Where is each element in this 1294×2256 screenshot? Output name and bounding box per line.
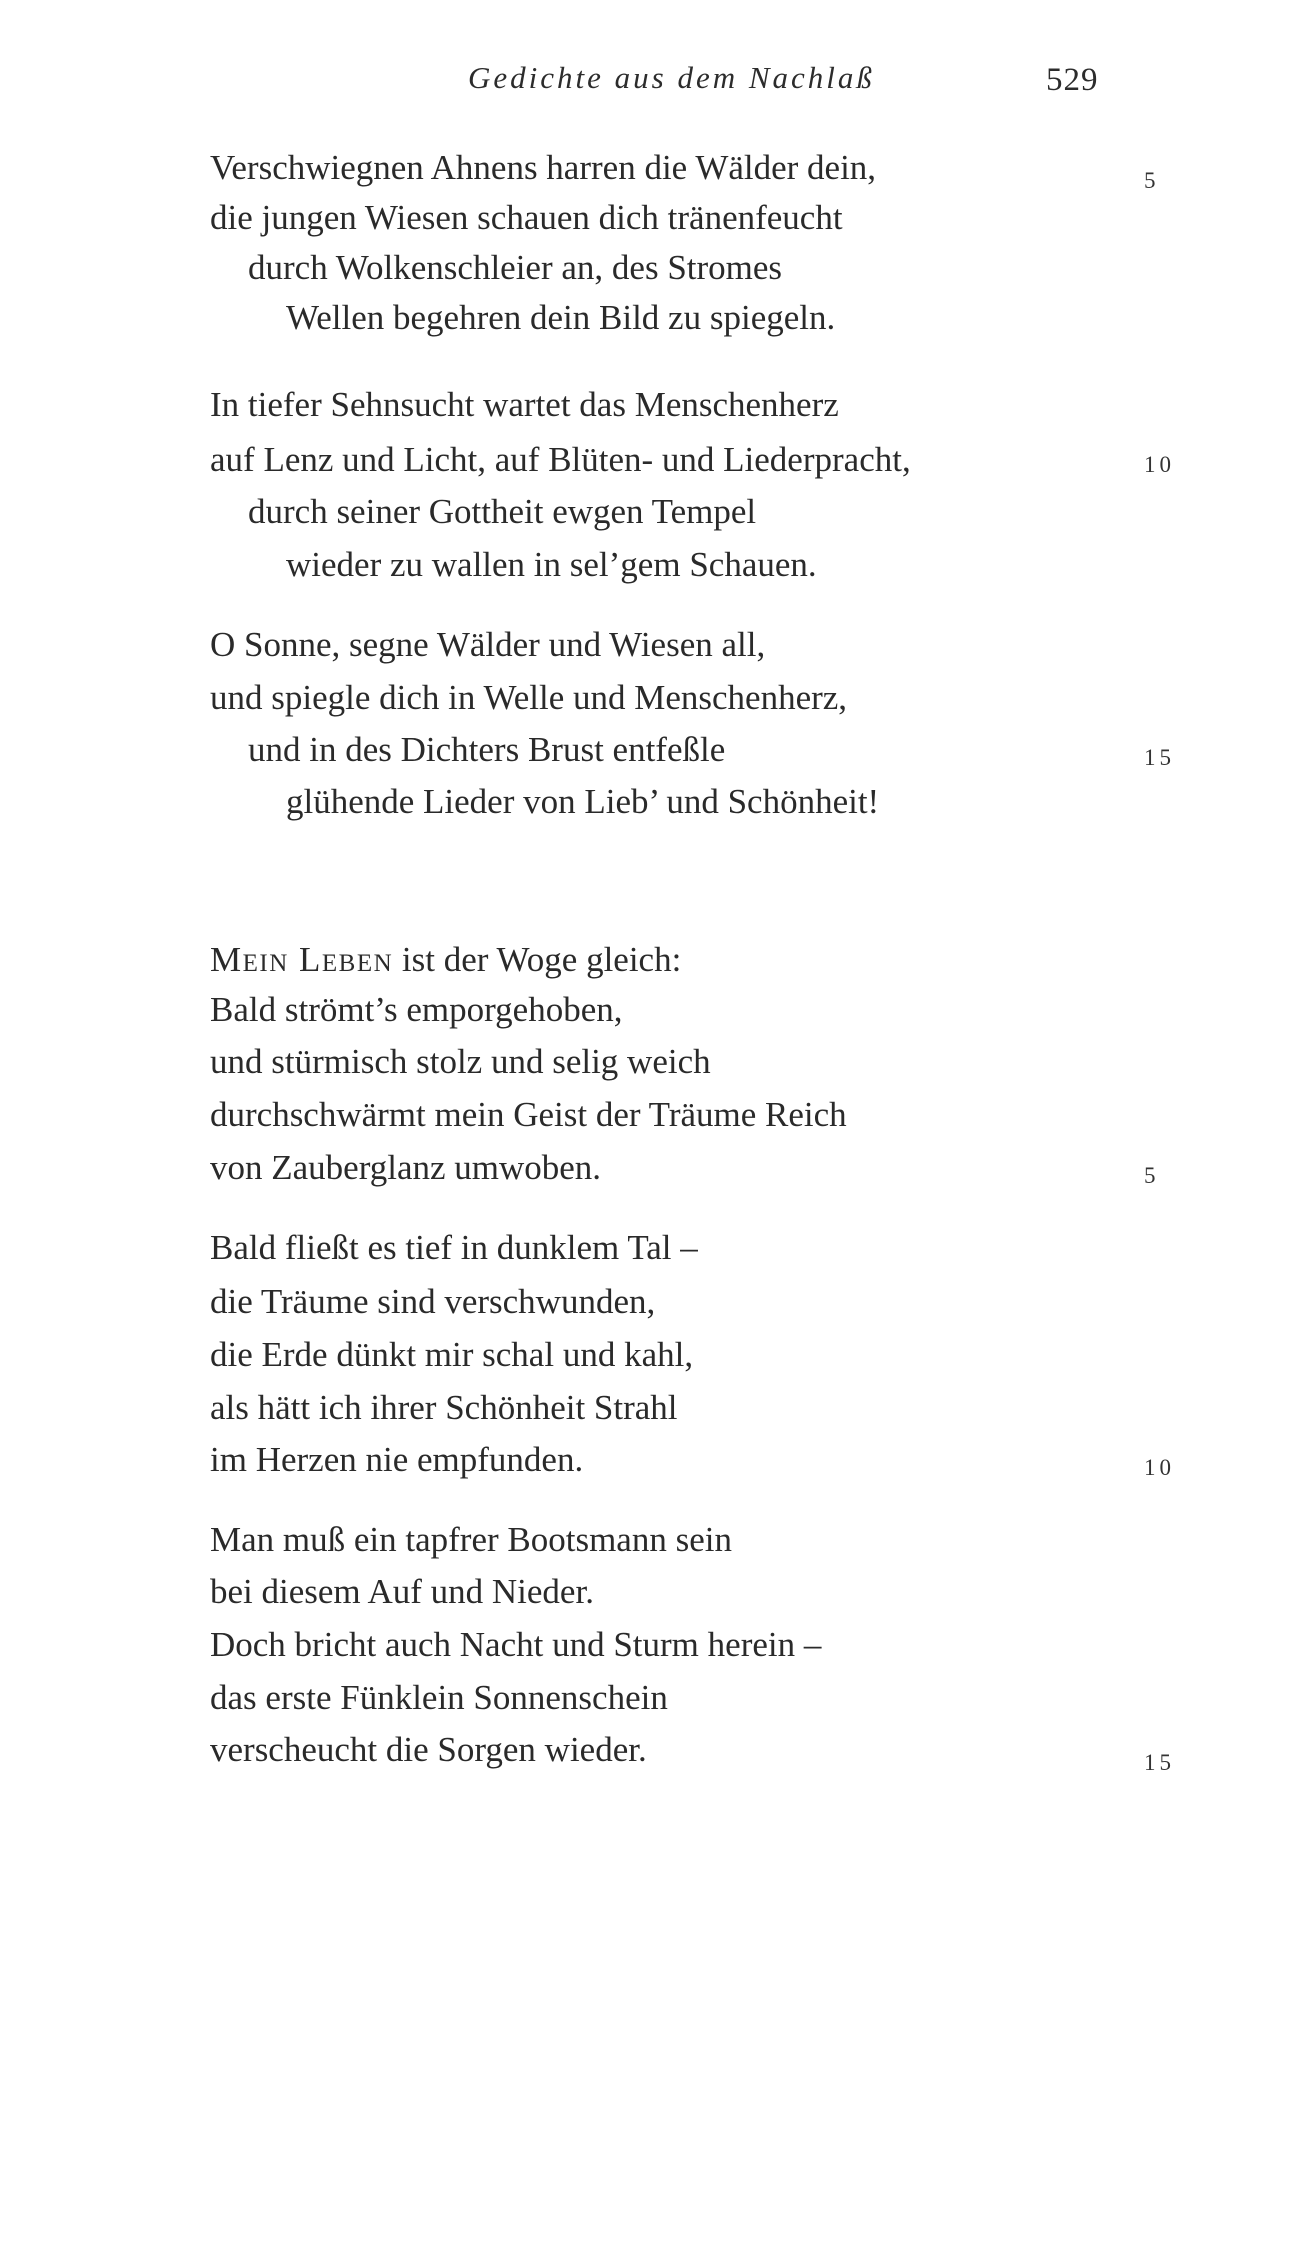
line-number: 10 xyxy=(1144,452,1175,477)
verse-line: von Zauberglanz umwoben. xyxy=(210,1148,602,1187)
line-number: 15 xyxy=(1144,1750,1175,1775)
verse-line: verscheucht die Sorgen wieder. xyxy=(210,1730,647,1769)
verse-line: die Erde dünkt mir schal und kahl, xyxy=(210,1335,694,1374)
verse-line: Wellen begehren dein Bild zu spiegeln. xyxy=(286,298,836,337)
verse-line: und in des Dichters Brust entfeßle xyxy=(248,730,726,769)
verse-line: Man muß ein tapfrer Bootsmann sein xyxy=(210,1520,732,1559)
page-number: 529 xyxy=(1046,62,1099,98)
line-number: 5 xyxy=(1144,1163,1160,1188)
verse-line-first xyxy=(210,940,681,980)
first-line-rest: ist der Woge gleich: xyxy=(393,940,682,979)
verse-line: und stürmisch stolz und selig weich xyxy=(210,1042,711,1081)
verse-line: im Herzen nie empfunden. xyxy=(210,1440,584,1479)
line-number: 10 xyxy=(1144,1455,1175,1480)
line-number: 5 xyxy=(1144,168,1160,193)
verse-line: das erste Fünklein Sonnenschein xyxy=(210,1678,668,1717)
verse-line: und spiegle dich in Welle und Menschenherz, xyxy=(210,678,848,717)
running-title: Gedichte aus dem Nachlaß xyxy=(468,60,875,95)
verse-line: wieder zu wallen in sel’gem Schauen. xyxy=(286,545,817,584)
verse-line: die Träume sind verschwunden, xyxy=(210,1282,656,1321)
verse-line: In tiefer Sehnsucht wartet das Menschenherz xyxy=(210,385,839,424)
verse-line: die jungen Wiesen schauen dich tränenfeucht xyxy=(210,198,843,237)
verse-line: bei diesem Auf und Nieder. xyxy=(210,1572,594,1611)
verse-line: O Sonne, segne Wälder und Wiesen all, xyxy=(210,625,766,664)
verse-line: Doch bricht auch Nacht und Sturm herein – xyxy=(210,1625,822,1664)
verse-line: Verschwiegnen Ahnens harren die Wälder dein, xyxy=(210,148,877,187)
line-number: 15 xyxy=(1144,745,1175,770)
verse-line: Bald fließt es tief in dunklem Tal – xyxy=(210,1228,698,1267)
verse-line: Bald strömt’s emporgehoben, xyxy=(210,990,623,1029)
verse-line: durch Wolkenschleier an, des Stromes xyxy=(248,248,783,287)
verse-line: durchschwärmt mein Geist der Träume Reich xyxy=(210,1095,847,1134)
verse-line: durch seiner Gottheit ewgen Tempel xyxy=(248,492,757,531)
verse-line: auf Lenz und Licht, auf Blüten- und Liederpracht, xyxy=(210,440,911,479)
verse-line: glühende Lieder von Lieb’ und Schönheit! xyxy=(286,782,880,821)
poem-title-smallcaps: Mein Leben xyxy=(210,940,394,979)
verse-line: als hätt ich ihrer Schönheit Strahl xyxy=(210,1388,678,1427)
